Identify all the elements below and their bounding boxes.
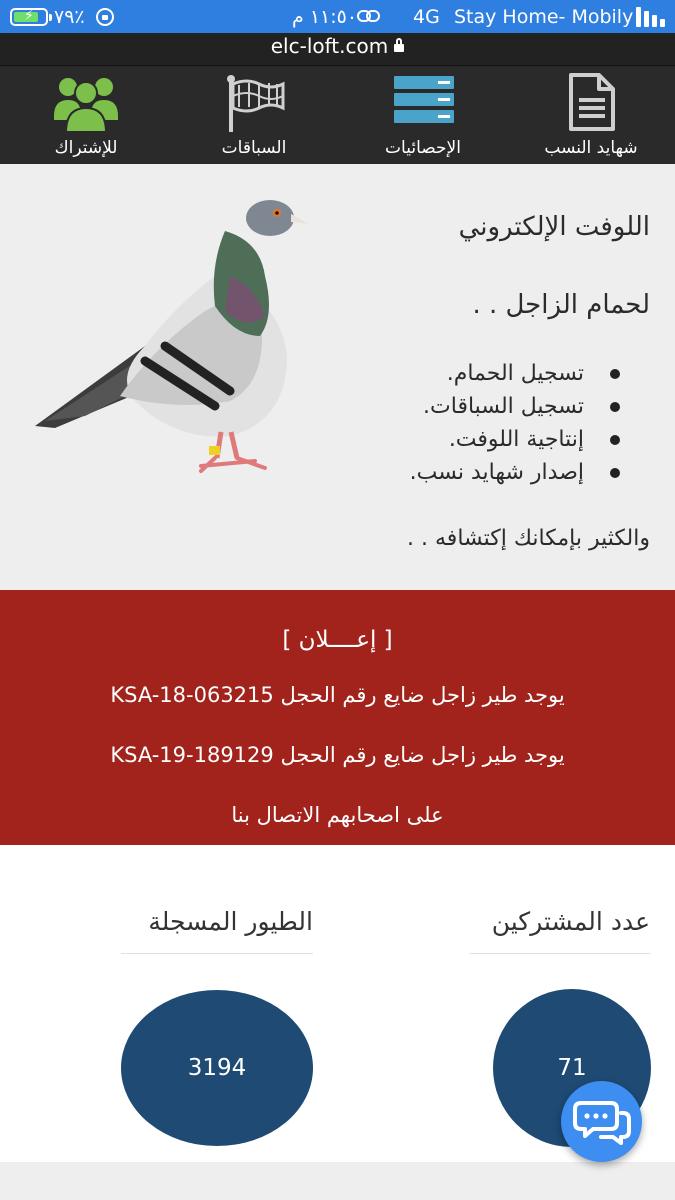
birds-count-circle: 3194: [121, 990, 313, 1146]
signal-icon: [636, 7, 666, 27]
carrier-name: Stay Home- Mobily: [454, 6, 634, 28]
divider: [121, 953, 313, 954]
nav-item-certificates[interactable]: [507, 66, 675, 165]
list-item: تسجيل السباقات.: [410, 390, 620, 423]
announcement-section: [0, 590, 675, 845]
rotation-lock-icon: [96, 8, 114, 26]
charging-icon: ⚡: [24, 8, 34, 24]
footer-band: [0, 1162, 675, 1200]
list-item: تسجيل الحمام.: [410, 357, 620, 390]
url-text: elc-loft.com: [270, 34, 389, 58]
url-bar[interactable]: [0, 33, 675, 65]
divider: [470, 953, 650, 954]
hero-subtitle: لحمام الزاجل . .: [472, 290, 650, 320]
announcement-line: يوجد طير زاجل ضايع رقم الحجل KSA-18-063215: [110, 683, 565, 707]
link-icon: [357, 10, 381, 24]
hero-section: [0, 164, 675, 590]
nav-label: شهايد النسب: [544, 138, 638, 158]
stats-icon: [394, 76, 454, 124]
battery-icon: [10, 8, 48, 26]
list-item: إنتاجية اللوفت.: [410, 423, 620, 456]
nav-item-subscribe[interactable]: [2, 66, 170, 165]
chat-button[interactable]: [561, 1081, 642, 1162]
nav-item-races[interactable]: [170, 66, 338, 165]
nav-label: للإشتراك: [54, 138, 118, 158]
list-item: إصدار شهايد نسب.: [410, 456, 620, 489]
subscribers-heading: عدد المشتركين: [491, 907, 650, 936]
pigeon-image: [25, 196, 315, 478]
chat-icon: [561, 1081, 642, 1162]
hero-title: اللوفت الإلكتروني: [458, 212, 650, 242]
nav-label: الإحصائيات: [385, 138, 461, 158]
network-type: 4G: [413, 6, 440, 28]
battery-percent: ٧٩٪: [54, 6, 85, 28]
status-bar: [0, 0, 675, 33]
clock: ١١:٥٠ م: [292, 6, 358, 28]
feature-list: [410, 357, 620, 489]
document-icon: [567, 72, 617, 132]
subscribers-count-circle: 71: [493, 989, 651, 1147]
announcement-title: [ إعــــلان ]: [282, 627, 393, 653]
nav-label: السباقات: [221, 138, 287, 158]
nav-item-statistics[interactable]: [339, 66, 507, 165]
racing-flag-icon: [225, 74, 285, 134]
announcement-line: يوجد طير زاجل ضايع رقم الحجل KSA-19-189129: [110, 743, 565, 767]
lock-icon: [394, 44, 404, 52]
hero-more-text: والكثير بإمكانك إكتشافه . .: [407, 526, 650, 551]
announcement-line: على اصحابهم الاتصال بنا: [231, 803, 444, 827]
birds-heading: الطيور المسجلة: [148, 907, 313, 936]
top-nav: [0, 65, 675, 164]
users-icon: [54, 74, 118, 132]
